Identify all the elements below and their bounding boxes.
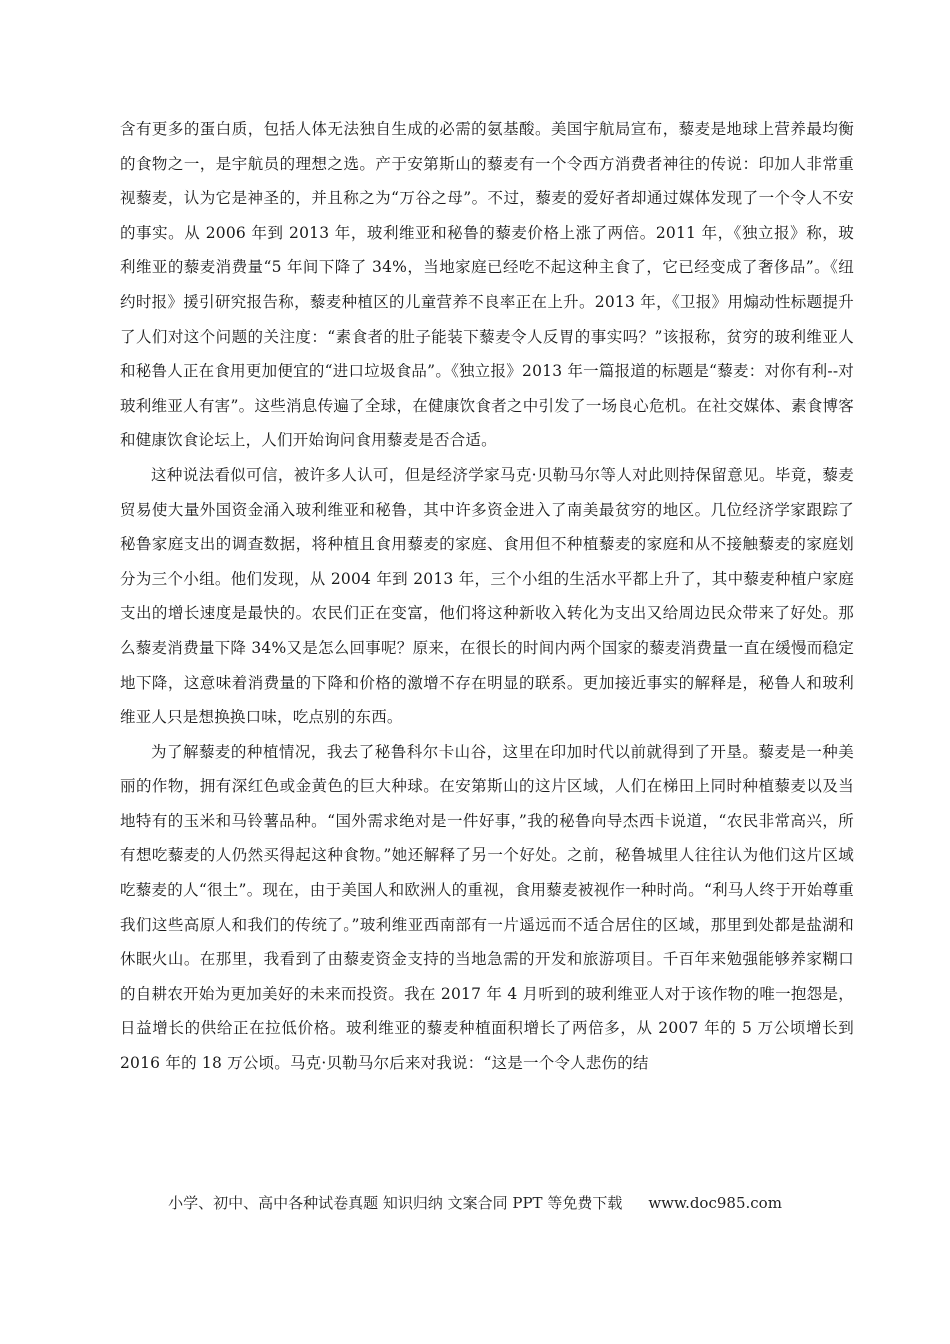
footer-url-link[interactable]: www.doc985.com [648, 1194, 782, 1212]
page-footer [0, 1192, 950, 1213]
paragraph-1: 含有更多的蛋白质，包括人体无法独自生成的必需的氨基酸。美国宇航局宣布，藜麦是地球上营养最均衡的食物之一，是宇航员的理想之选。产于安第斯山的藜麦有一个令西方消费者神往的传说：印加人非常重视藜麦，认为它是神圣的，并且称之为“万谷之母”。不过，藜麦的爱好者却通过媒体发现了一个令人不安的事实。从 2006 年到 2013 年，玻利维亚和秘鲁的藜麦价格上涨了两倍。2011 年，《独立报》称，玻利维亚的藜麦消费量“5 年间下降了 34%，当地家庭已经吃不起这种主食了，它已经变成了奢侈品”。《纽约时报》援引研究报告称，藜麦种植区的儿童营养不良率正在上升。2013 年，《卫报》用煽动性标题提升了人们对这个问题的关注度：“素食者的肚子能装下藜麦令人反胃的事实吗？”该报称，贫穷的玻利维亚人和秘鲁人正在食用更加便宜的“进口垃圾食品”。《独立报》2013 年一篇报道的标题是“藜麦：对你有利--对玻利维亚人有害”。这些消息传遍了全球，在健康饮食者之中引发了一场良心危机。在社交媒体、素食博客和健康饮食论坛上，人们开始询问食用藜麦是否合适。 [120, 120, 854, 450]
paragraph-3: 为了解藜麦的种植情况，我去了秘鲁科尔卡山谷，这里在印加时代以前就得到了开垦。藜麦是一种美丽的作物，拥有深红色或金黄色的巨大种球。在安第斯山的这片区域，人们在梯田上同时种植藜麦以及当地特有的玉米和马铃薯品种。“国外需求绝对是一件好事，”我的秘鲁向导杰西卡说道，“农民非常高兴，所有想吃藜麦的人仍然买得起这种食物。”她还解释了另一个好处。之前，秘鲁城里人往往认为他们这片区域吃藜麦的人“很土”。现在，由于美国人和欧洲人的重视，食用藜麦被视作一种时尚。“利马人终于开始尊重我们这些高原人和我们的传统了。”玻利维亚西南部有一片遥远而不适合居住的区域，那里到处都是盐湖和休眠火山。在那里，我看到了由藜麦资金支持的当地急需的开发和旅游项目。千百年来勉强能够养家糊口的自耕农开始为更加美好的未来而投资。我在 2017 年 4 月听到的玻利维亚人对于该作物的唯一抱怨是，日益增长的供给正在拉低价格。玻利维亚的藜麦种植面积增长了两倍多，从 2007 年的 5 万公顷增长到 2016 年的 18 万公顷。马克·贝勒马尔后来对我说：“这是一个令人悲伤的结 [120, 742, 854, 1073]
paragraph-2: 这种说法看似可信，被许多人认可，但是经济学家马克·贝勒马尔等人对此则持保留意见。毕竟，藜麦贸易使大量外国资金涌入玻利维亚和秘鲁，其中许多资金进入了南美最贫穷的地区。几位经济学家跟踪了秘鲁家庭支出的调查数据，将种植且食用藜麦的家庭、食用但不种植藜麦的家庭和从不接触藜麦的家庭划分为三个小组。他们发现，从 2004 年到 2013 年，三个小组的生活水平都上升了，其中藜麦种植户家庭支出的增长速度是最快的。农民们正在变富，他们将这种新收入转化为支出又给周边民众带来了好处。那么藜麦消费量下降 34%又是怎么回事呢？原来，在很长的时间内两个国家的藜麦消费量一直在缓慢而稳定地下降，这意味着消费量的下降和价格的激增不存在明显的联系。更加接近事实的解释是，秘鲁人和玻利维亚人只是想换换口味，吃点别的东西。 [120, 465, 854, 727]
article-body [120, 112, 854, 1081]
footer-text: 小学、初中、高中各种试卷真题 知识归纳 文案合同 PPT 等免费下载 [168, 1194, 623, 1212]
